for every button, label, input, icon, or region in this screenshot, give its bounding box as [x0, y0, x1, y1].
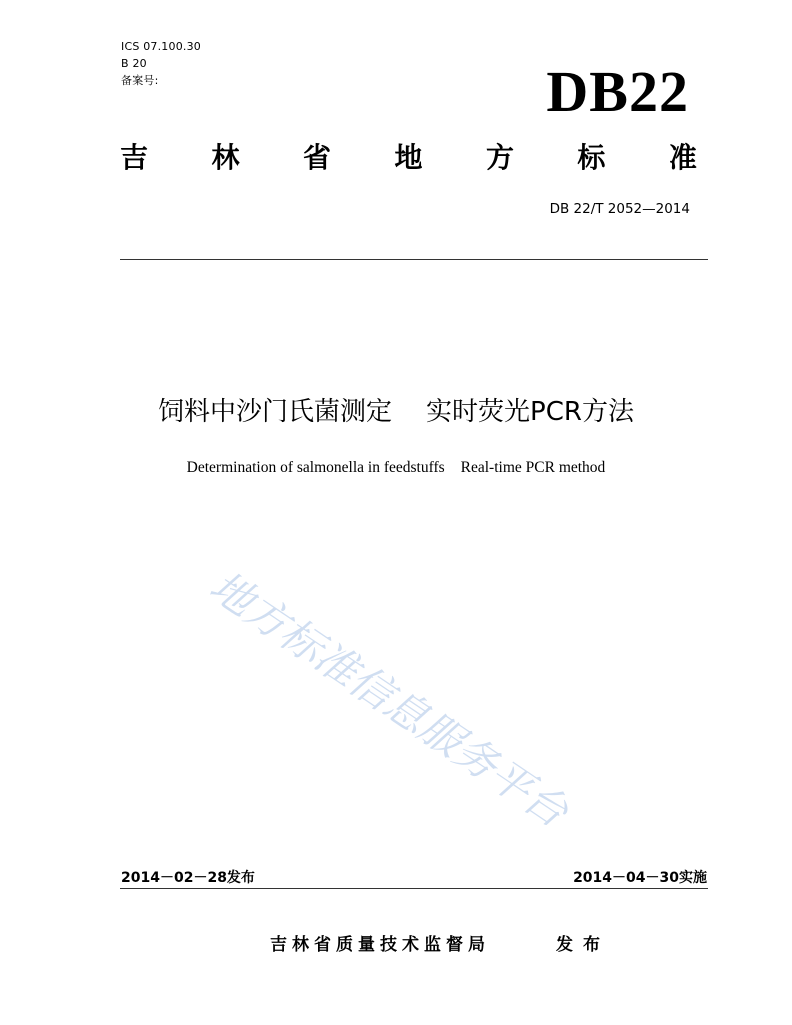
watermark-text: 地方标准信息服务平台	[201, 561, 577, 837]
publisher-name: 吉林省质量技术监督局	[270, 935, 490, 955]
issue-date: 2014－02－28发布	[121, 870, 255, 886]
publish-label: 发布	[556, 935, 610, 955]
db22-logo: DB22	[546, 59, 689, 124]
english-title-method: Real-time PCR method	[460, 459, 606, 476]
chinese-title-main: 饲料中沙门氏菌测定	[158, 397, 393, 427]
chinese-title	[0, 390, 792, 434]
ccs-code: B 20	[121, 57, 147, 70]
bottom-divider	[120, 888, 708, 889]
classification-block	[121, 38, 201, 89]
province-standard-title	[120, 138, 697, 178]
record-number-label: 备案号:	[121, 74, 159, 87]
english-title-main: Determination of salmonella in feedstuffs	[186, 459, 445, 476]
chinese-title-method: 实时荧光PCR方法	[426, 397, 634, 427]
province-title-char: 标	[577, 141, 606, 174]
province-title-char: 方	[485, 141, 514, 174]
english-title	[0, 457, 792, 479]
ics-code: ICS 07.100.30	[121, 40, 201, 53]
province-title-char: 准	[668, 141, 697, 174]
province-title-char: 吉	[120, 141, 149, 174]
province-title-char: 林	[211, 141, 240, 174]
standard-number: DB 22/T 2052—2014	[549, 201, 690, 217]
province-title-char: 省	[302, 141, 331, 174]
top-divider	[120, 259, 708, 260]
province-title-char: 地	[394, 141, 423, 174]
implementation-date: 2014－04－30实施	[573, 870, 707, 886]
